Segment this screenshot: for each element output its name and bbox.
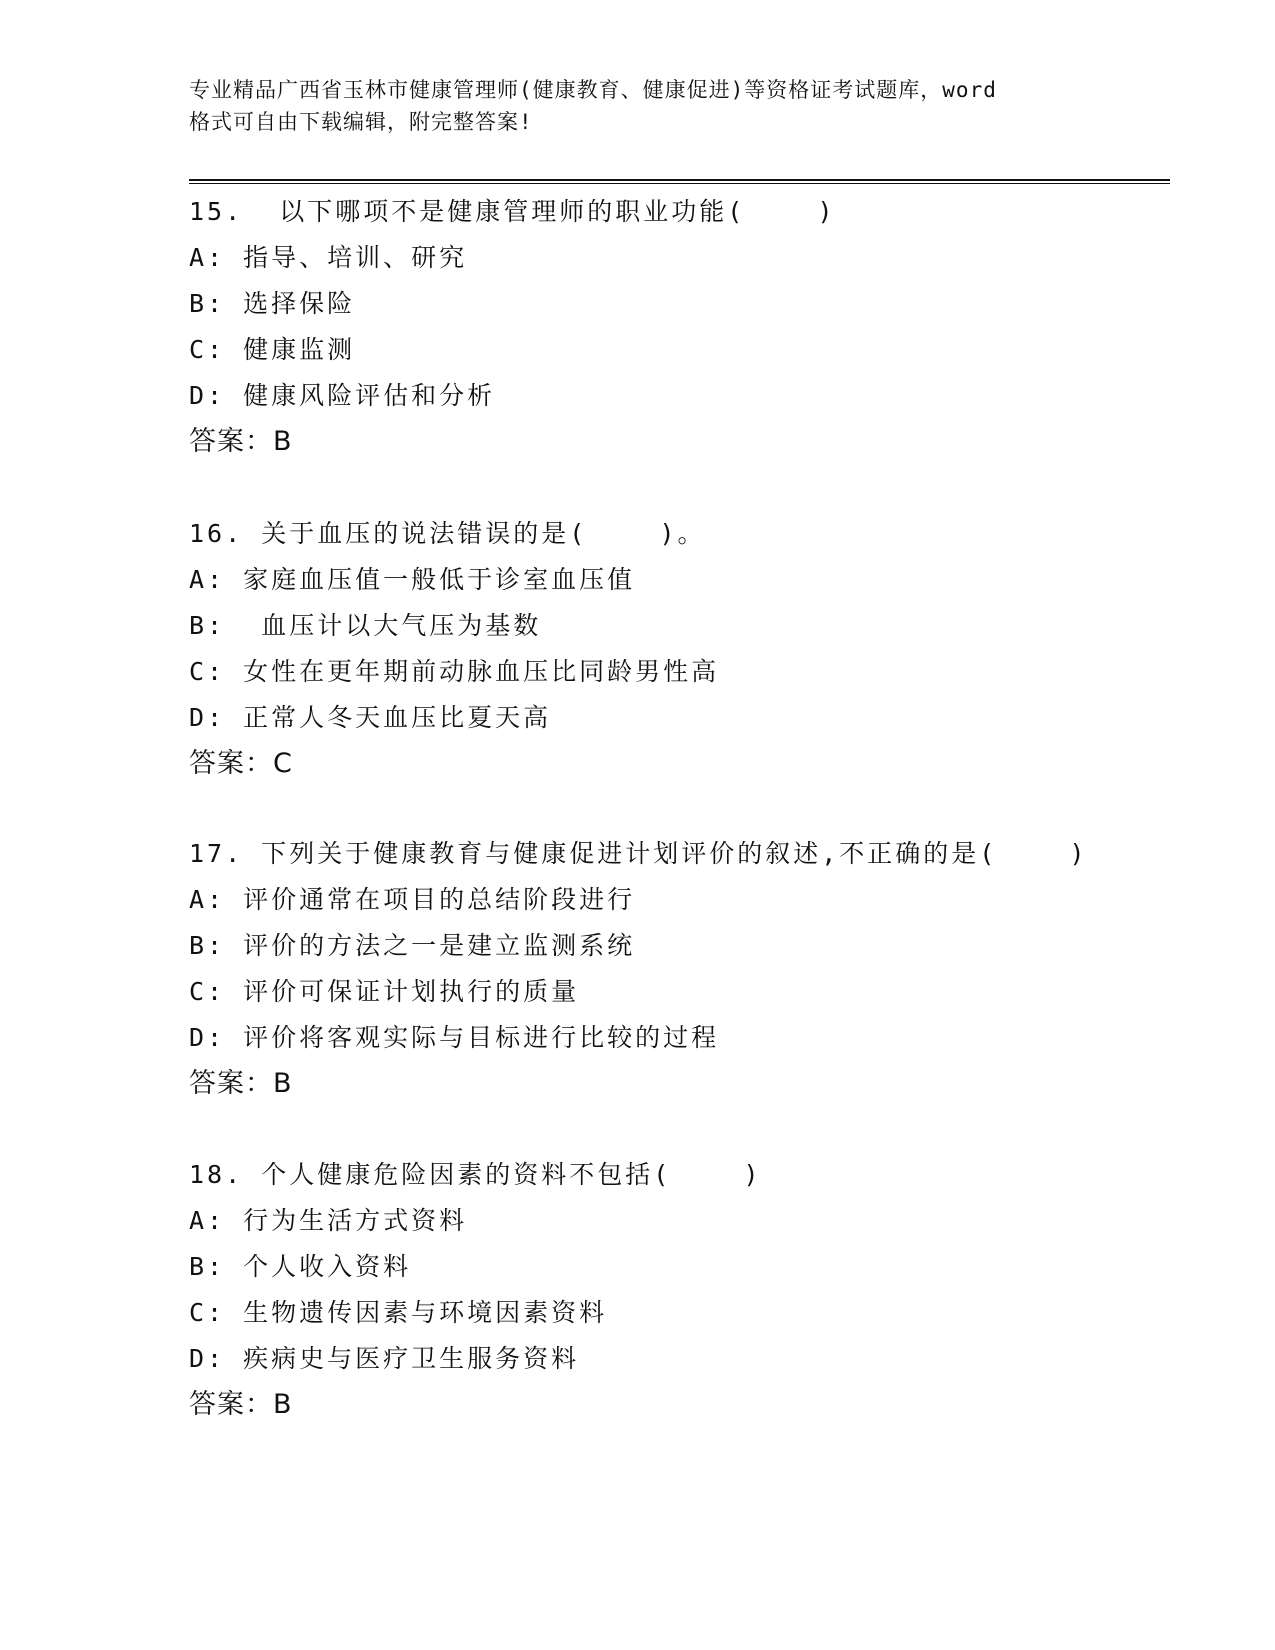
answer-label: 答案：C xyxy=(189,748,293,779)
option-a: A: 评价通常在项目的总结阶段进行 xyxy=(189,885,636,914)
question-stem: 15. 以下哪项不是健康管理师的职业功能( ) xyxy=(189,197,836,226)
answer-label: 答案：B xyxy=(189,426,293,457)
answer-label: 答案：B xyxy=(189,1068,293,1099)
header-line-2: 格式可自由下载编辑，附完整答案! xyxy=(189,110,533,134)
question-stem: 16. 关于血压的说法错误的是( )。 xyxy=(189,519,706,548)
question-15 xyxy=(189,189,1169,465)
question-stem: 18. 个人健康危险因素的资料不包括( ) xyxy=(189,1160,762,1189)
document-header xyxy=(189,74,1089,138)
option-a: A: 行为生活方式资料 xyxy=(189,1206,468,1235)
option-a: A: 指导、培训、研究 xyxy=(189,243,468,272)
option-d: D: 健康风险评估和分析 xyxy=(189,381,496,410)
header-divider-thin xyxy=(189,183,1170,184)
option-c: C: 女性在更年期前动脉血压比同龄男性高 xyxy=(189,657,720,686)
question-18 xyxy=(189,1152,1169,1428)
option-b: B: 评价的方法之一是建立监测系统 xyxy=(189,931,636,960)
option-d: D: 评价将客观实际与目标进行比较的过程 xyxy=(189,1023,720,1052)
option-d: D: 疾病史与医疗卫生服务资料 xyxy=(189,1344,580,1373)
option-c: C: 生物遗传因素与环境因素资料 xyxy=(189,1298,608,1327)
option-d: D: 正常人冬天血压比夏天高 xyxy=(189,703,552,732)
option-c: C: 评价可保证计划执行的质量 xyxy=(189,977,580,1006)
option-a: A: 家庭血压值一般低于诊室血压值 xyxy=(189,565,636,594)
option-b: B: 个人收入资料 xyxy=(189,1252,412,1281)
header-line-1: 专业精品广西省玉林市健康管理师(健康教育、健康促进)等资格证考试题库，word xyxy=(189,78,997,102)
question-16 xyxy=(189,511,1169,787)
option-c: C: 健康监测 xyxy=(189,335,356,364)
option-b: B: 血压计以大气压为基数 xyxy=(189,611,542,640)
header-divider-thick xyxy=(189,179,1170,181)
question-17 xyxy=(189,831,1169,1107)
option-b: B: 选择保险 xyxy=(189,289,356,318)
answer-label: 答案：B xyxy=(189,1389,293,1420)
question-stem: 17. 下列关于健康教育与健康促进计划评价的叙述,不正确的是( ) xyxy=(189,839,1088,868)
